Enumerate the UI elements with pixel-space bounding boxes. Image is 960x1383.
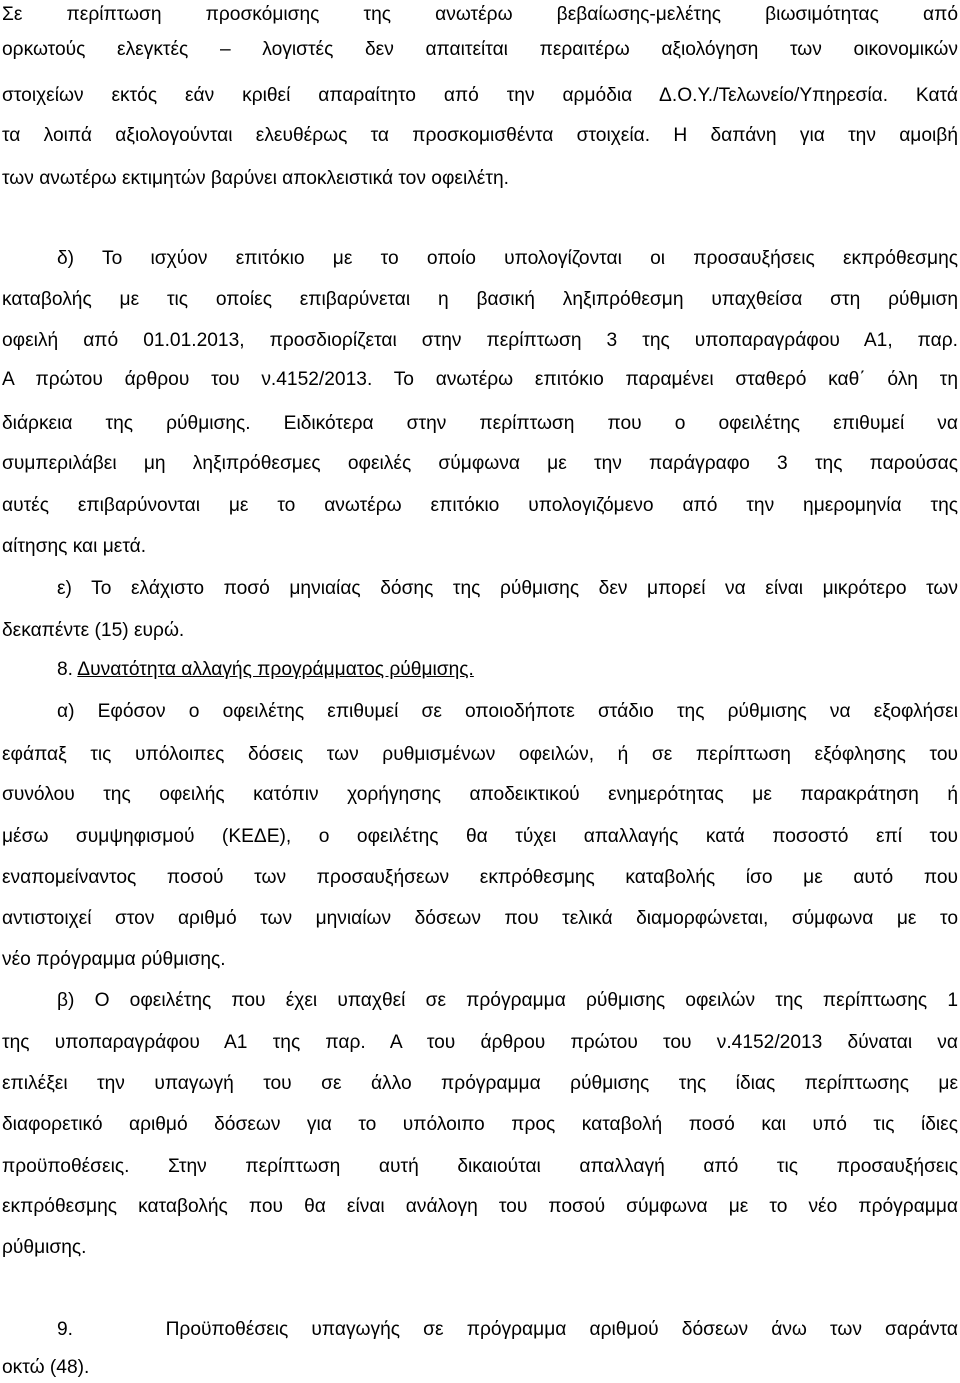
heading-number: 8. — [57, 659, 74, 680]
text-line: νέο πρόγραμμα ρύθμισης. — [2, 949, 226, 970]
text-line: στοιχείων εκτός εάν κριθεί απαραίτητο από την αρμόδια Δ.Ο.Υ./Τελωνείο/Υπηρεσία. Κατά — [2, 85, 958, 106]
text-line: εναπομείναντος ποσού των προσαυξήσεων εκπρόθεσμης καταβολής ίσο με αυτό που — [2, 867, 958, 888]
text-line: δεκαπέντε (15) ευρώ. — [2, 620, 185, 641]
section-heading-8 — [57, 658, 958, 682]
text-line: α) Εφόσον ο οφειλέτης επιθυμεί σε οποιοδήποτε στάδιο της ρύθμισης να εξοφλήσει — [57, 701, 958, 722]
text-line: μέσω συμψηφισμού (ΚΕΔΕ), ο οφειλέτης θα τύχει απαλλαγής κατά ποσοστό επί του — [2, 826, 958, 847]
text-line: οφειλή από 01.01.2013, προσδιορίζεται στην περίπτωση 3 της υποπαραγράφου Α1, παρ. — [2, 330, 958, 351]
text-line: καταβολής με τις οποίες επιβαρύνεται η βασική ληξιπρόθεσμη υπαχθείσα στη ρύθμιση — [2, 289, 958, 310]
text-line: εφάπαξ τις υπόλοιπες δόσεις των ρυθμισμένων οφειλών, ή σε περίπτωση εξόφλησης του — [2, 744, 958, 765]
text-line: διαφορετικό αριθμό δόσεων για το υπόλοιπο προς καταβολή ποσό και υπό τις ίδιες — [2, 1114, 958, 1135]
text-line: προϋποθέσεις. Στην περίπτωση αυτή δικαιούται απαλλαγή από τις προσαυξήσεις — [2, 1156, 958, 1177]
text-line: συμπεριλάβει μη ληξιπρόθεσμες οφειλές σύμφωνα με την παράγραφο 3 της παρούσας — [2, 453, 958, 474]
text-line: β) Ο οφειλέτης που έχει υπαχθεί σε πρόγραμμα ρύθμισης οφειλών της περίπτωσης 1 — [57, 990, 958, 1011]
text-line: των ανωτέρω εκτιμητών βαρύνει αποκλειστικά τον οφειλέτη. — [2, 168, 509, 189]
text-line: αυτές επιβαρύνονται με το ανωτέρω επιτόκιο υπολογιζόμενο από την ημερομηνία της — [2, 495, 958, 516]
text-line: τα λοιπά αξιολογούνται ελευθέρως τα προσκομισθέντα στοιχεία. Η δαπάνη για την αμοιβή — [2, 125, 958, 146]
text-line: ε) Το ελάχιστο ποσό μηνιαίας δόσης της ρύθμισης δεν μπορεί να είναι μικρότερο των — [57, 578, 958, 599]
text-line: εκπρόθεσμης καταβολής που θα είναι ανάλογη του ποσού σύμφωνα με το νέο πρόγραμμα — [2, 1196, 958, 1217]
heading-number: 9. — [57, 1319, 74, 1340]
text-line: Σε περίπτωση προσκόμισης της ανωτέρω βεβαίωσης-μελέτης βιωσιμότητας από — [2, 4, 958, 25]
text-line: συνόλου της οφειλής κατόπιν χορήγησης αποδεικτικού ενημερότητας με παρακράτηση ή — [2, 784, 958, 805]
text-line: Α πρώτου άρθρου του ν.4152/2013. Το ανωτέρω επιτόκιο παραμένει σταθερό καθ΄ όλη τη — [2, 369, 958, 390]
heading-text: Προϋποθέσεις υπαγωγής σε πρόγραμμα αριθμού δόσεων άνω των σαράντα — [165, 1319, 958, 1340]
text-line: δ) Το ισχύον επιτόκιο με το οποίο υπολογίζονται οι προσαυξήσεις εκπρόθεσμης — [57, 248, 958, 269]
text-line: αντιστοιχεί στον αριθμό των μηνιαίων δόσεων που τελικά διαμορφώνεται, σύμφωνα με το — [2, 908, 958, 929]
text-line: ορκωτούς ελεγκτές – λογιστές δεν απαιτείται περαιτέρω αξιολόγηση των οικονομικών — [2, 39, 958, 60]
text-line: αίτησης και μετά. — [2, 536, 147, 557]
text-line: διάρκεια της ρύθμισης. Ειδικότερα στην περίπτωση που ο οφειλέτης επιθυμεί να — [2, 413, 958, 434]
heading-text: Δυνατότητα αλλαγής προγράμματος ρύθμισης. — [77, 659, 474, 680]
text-line: της υποπαραγράφου Α1 της παρ. Α του άρθρου πρώτου του ν.4152/2013 δύναται να — [2, 1032, 958, 1053]
section-heading-9 — [57, 1318, 958, 1342]
text-line: επιλέξει την υπαγωγή του σε άλλο πρόγραμμα ρύθμισης της ίδιας περίπτωσης με — [2, 1073, 958, 1094]
text-line: οκτώ (48). — [2, 1357, 90, 1378]
text-line: ρύθμισης. — [2, 1237, 87, 1258]
